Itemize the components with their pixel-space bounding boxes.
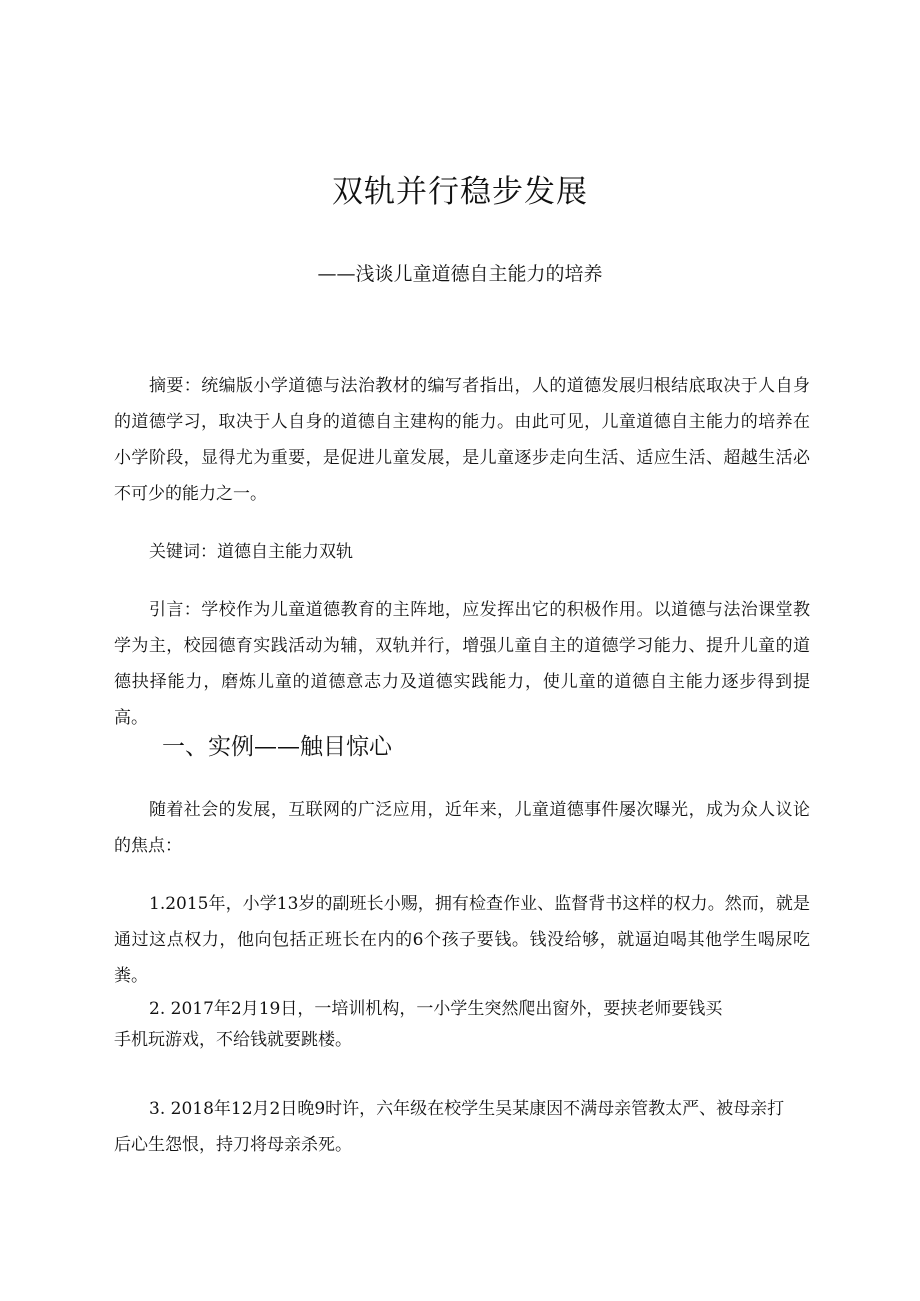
section-intro-paragraph: 随着社会的发展，互联网的广泛应用，近年来，儿童道德事件屡次曝光，成为众人议论的焦点： bbox=[114, 800, 810, 856]
keywords-paragraph: 关键词：道德自主能力双轨 bbox=[149, 542, 353, 562]
example-3-line-1: 3. 2018年12月2日晚9时许，六年级在校学生吴某康因不满母亲管教太严、被母亲打 bbox=[149, 1099, 785, 1119]
section-heading: 一、实例——触目惊心 bbox=[162, 734, 392, 760]
intro-paragraph: 引言：学校作为儿童道德教育的主阵地，应发挥出它的积极作用。以道德与法治课堂教学为主，校园德育实践活动为辅，双轨并行，增强儿童自主的道德学习能力、提升儿童的道德抉择能力，磨炼儿童的道德意志力及道德实践能力，使儿童的道德自主能力逐步得到提高。 bbox=[114, 600, 810, 728]
document-title: 双轨并行稳步发展 bbox=[332, 174, 588, 210]
example-1-paragraph: 1.2015年，小学13岁的副班长小赐，拥有检查作业、监督背书这样的权力。然而，就是通过这点权力，他向包括正班长在内的6个孩子要钱。钱没给够，就逼迫喝其他学生喝尿吃粪。 bbox=[114, 894, 810, 986]
example-2-line-2: 手机玩游戏，不给钱就要跳楼。 bbox=[114, 1030, 352, 1050]
example-3-line-2: 后心生怨恨，持刀将母亲杀死。 bbox=[114, 1135, 352, 1155]
example-2-line-1: 2. 2017年2月19日，一培训机构，一小学生突然爬出窗外，要挟老师要钱买 bbox=[149, 999, 723, 1019]
abstract-paragraph: 摘要：统编版小学道德与法治教材的编写者指出，人的道德发展归根结底取决于人自身的道德学习，取决于人自身的道德自主建构的能力。由此可见，儿童道德自主能力的培养在小学阶段，显得尤为重要，是促进儿童发展，是儿童逐步走向生活、适应生活、超越生活必不可少的能力之一。 bbox=[114, 376, 810, 504]
document-subtitle: ——浅谈儿童道德自主能力的培养 bbox=[317, 263, 603, 285]
